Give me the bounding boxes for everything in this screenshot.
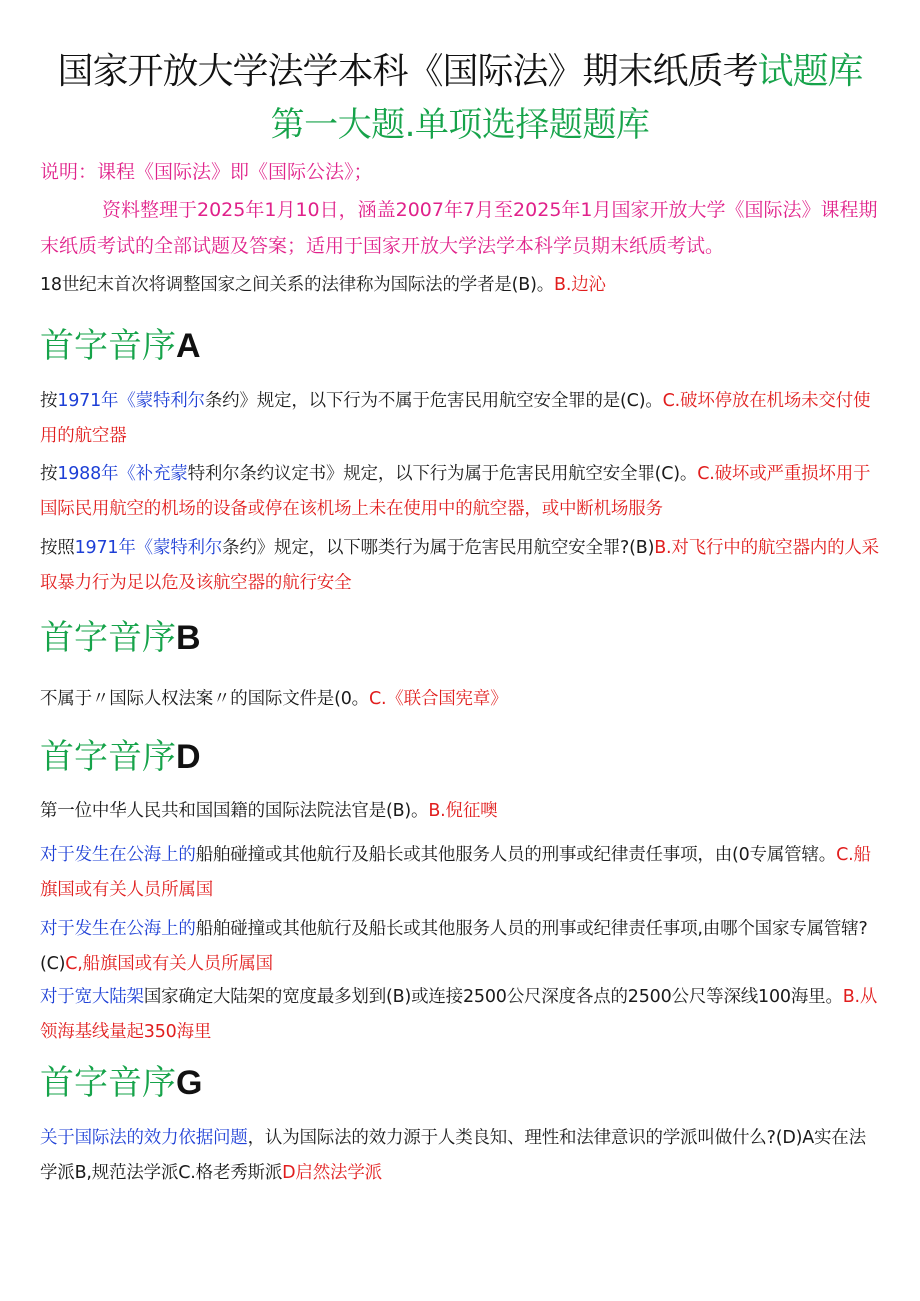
- answer-text: C.船旗国或有关人员所属国: [40, 845, 871, 900]
- question-text: 船舶碰撞或其他航行及船长或其他服务人员的刑事或纪律责任事项,由哪个国家专属管辖?(C): [40, 919, 868, 974]
- note-line-2: 资料整理于2025年1月10日，涵盖2007年7月至2025年1月国家开放大学《国际法》课程期末纸质考试的全部试题及答案；适用于国家开放大学法学本科学员期末纸质考试。: [40, 199, 878, 257]
- question-highlight: 1971年《蒙特利尔: [57, 391, 205, 411]
- question-text: 国家确定大陆架的宽度最多划到(B)或连接2500公尺深度各点的2500公尺等深线100海里。: [143, 987, 843, 1007]
- note-line-1: 说明：课程《国际法》即《国际公法》；: [40, 161, 373, 183]
- answer-text: C,船旗国或有关人员所属国: [65, 954, 273, 974]
- question-item: [40, 912, 880, 982]
- answer-text: B.从领海基线量起350海里: [40, 987, 878, 1042]
- question-highlight: 1971年《蒙特利尔: [74, 538, 223, 558]
- question-item: [40, 980, 880, 1050]
- section-heading-d: [40, 734, 201, 780]
- question-text: 船舶碰撞或其他航行及船长或其他服务人员的刑事或纪律责任事项，由(0专属管辖。: [195, 845, 837, 865]
- section-letter: B: [176, 619, 201, 657]
- section-label: 首字音序: [40, 1063, 176, 1103]
- question-text: 不属于〃国际人权法案〃的国际文件是(0。: [40, 689, 369, 709]
- question-item: [40, 531, 880, 601]
- question-text: 特利尔条约议定书》规定，以下行为属于危害民用航空安全罪(C)。: [187, 464, 698, 484]
- question-item: [40, 457, 880, 527]
- answer-text: C.《联合国宪章》: [368, 689, 508, 709]
- section-letter: D: [176, 738, 201, 776]
- question-highlight: 对于宽大陆架: [40, 987, 144, 1007]
- section-heading-b: [40, 615, 201, 661]
- section-label: 首字音序: [40, 737, 176, 777]
- question-text: 第一位中华人民共和国国籍的国际法院法官是(B)。: [40, 801, 429, 821]
- title-main: 国家开放大学法学本科《国际法》期末纸质考: [57, 51, 758, 92]
- question-prefix: 按: [40, 464, 58, 484]
- question-item: [40, 1121, 880, 1191]
- question-text: 条约》规定，以下行为不属于危害民用航空安全罪的是(C)。: [204, 391, 663, 411]
- answer-text: B.边沁: [554, 275, 606, 295]
- question-prefix: 按照: [40, 538, 75, 558]
- answer-text: C.破坏或严重损坏用于国际民用航空的机场的设备或停在该机场上未在使用中的航空器，或中断机场服务: [40, 464, 871, 519]
- question-highlight: 对于发生在公海上的: [40, 919, 196, 939]
- question-highlight: 对于发生在公海上的: [40, 845, 196, 865]
- question-text: ，认为国际法的效力源于人类良知、理性和法律意识的学派叫做什么?(D)A实在法学派B,规范法学派C.格老秀斯派: [40, 1128, 866, 1183]
- answer-text: B.对飞行中的航空器内的人采取暴力行为足以危及该航空器的航行安全: [40, 538, 879, 593]
- question-item: [40, 384, 880, 454]
- answer-text: D启然法学派: [282, 1163, 382, 1183]
- question-text: 条约》规定，以下哪类行为属于危害民用航空安全罪?(B): [222, 538, 655, 558]
- answer-text: C.破坏停放在机场未交付使用的航空器: [40, 391, 871, 446]
- answer-text: B.倪征噢: [428, 801, 498, 821]
- section-label: 首字音序: [40, 326, 176, 366]
- question-text: 18世纪末首次将调整国家之间关系的法律称为国际法的学者是(B)。: [40, 275, 555, 295]
- question-item: [40, 794, 880, 829]
- title-accent: 试题库: [757, 51, 863, 92]
- section-label: 首字音序: [40, 618, 176, 658]
- section-heading-g: [40, 1060, 202, 1106]
- section-letter: A: [176, 327, 201, 365]
- document-subtitle: 第一大题.单项选择题题库: [270, 105, 650, 145]
- document-title: [0, 48, 920, 96]
- section-heading-a: [40, 323, 201, 369]
- question-prefix: 按: [40, 391, 58, 411]
- question-highlight: 关于国际法的效力依据问题: [40, 1128, 248, 1148]
- question-highlight: 1988年《补充蒙: [57, 464, 188, 484]
- section-letter: G: [176, 1064, 203, 1102]
- question-item: [40, 682, 880, 717]
- question-item: [40, 838, 880, 908]
- intro-question: [40, 268, 880, 303]
